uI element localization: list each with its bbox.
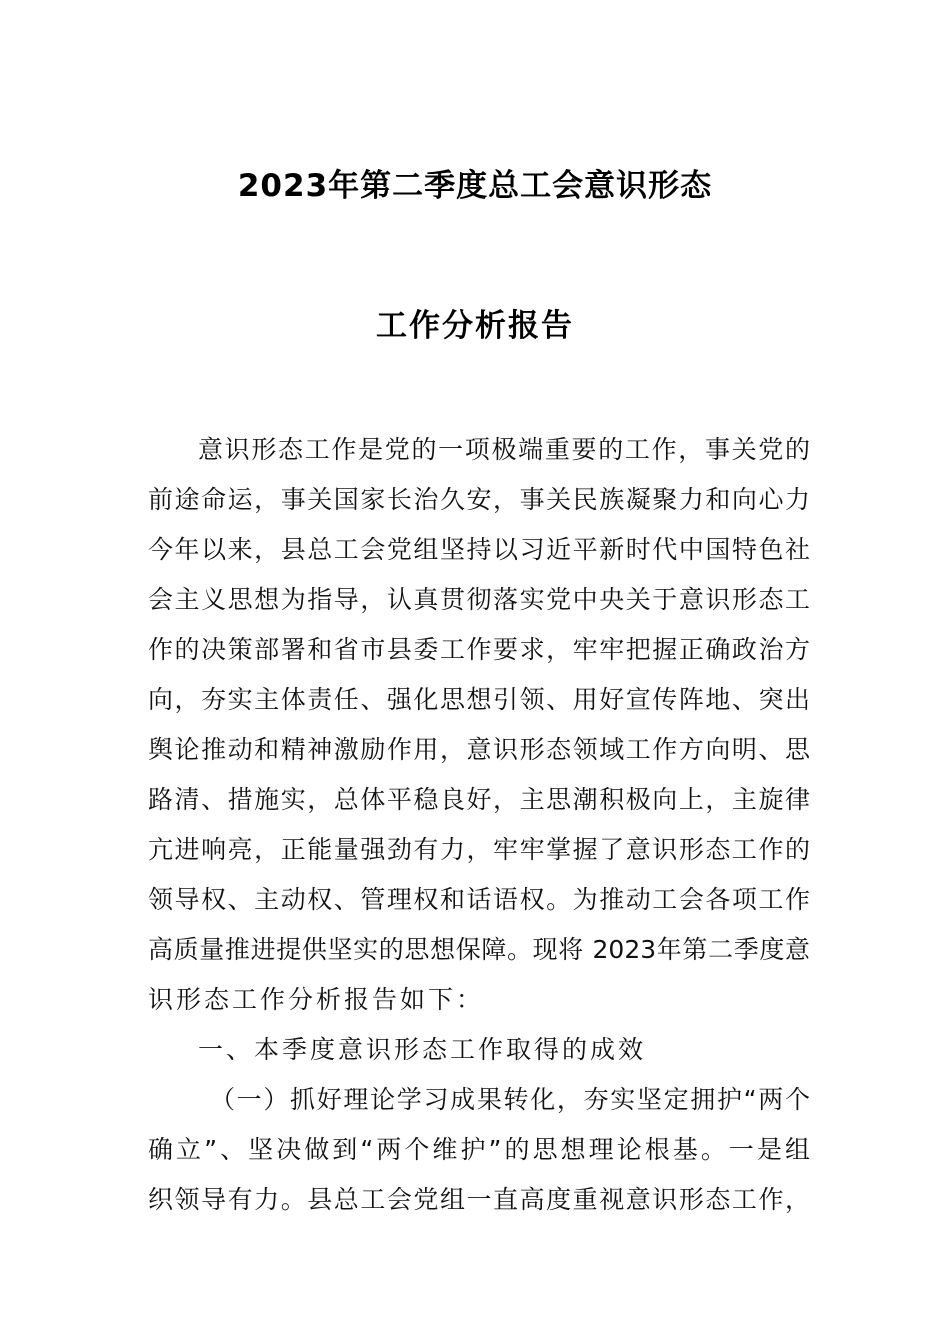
document-title-line-1: 2023年第二季度总工会意识形态 <box>237 168 713 204</box>
paragraph-line: 前途命运，事关国家长治久安，事关民族凝聚力和向心力 <box>148 485 810 514</box>
subsection-line: （一）抓好理论学习成果转化，夯实坚定拥护“两个 <box>210 1085 810 1114</box>
paragraph-line: 识形态工作分析报告如下： <box>148 985 485 1014</box>
subsection-line: 确立”、坚决做到“两个维护”的思想理论根基。一是组 <box>148 1135 810 1164</box>
paragraph-line: 作的决策部署和省市县委工作要求，牢牢把握正确政治方 <box>148 635 810 664</box>
paragraph-line: 今年以来，县总工会党组坚持以习近平新时代中国特色社 <box>148 535 810 564</box>
subsection-line: 织领导有力。县总工会党组一直高度重视意识形态工作， <box>148 1185 810 1214</box>
paragraph-line: 亢进响亮，正能量强劲有力，牢牢掌握了意识形态工作的 <box>148 835 810 864</box>
document-title-line-2: 工作分析报告 <box>376 308 574 344</box>
paragraph-line: 舆论推动和精神激励作用，意识形态领域工作方向明、思 <box>148 735 810 764</box>
paragraph-line: 领导权、主动权、管理权和话语权。为推动工会各项工作 <box>148 885 810 914</box>
section-heading: 一、本季度意识形态工作取得的成效 <box>198 1035 647 1064</box>
paragraph-line: 意识形态工作是党的一项极端重要的工作，事关党的 <box>198 435 810 464</box>
paragraph-line: 向，夯实主体责任、强化思想引领、用好宣传阵地、突出 <box>148 685 810 714</box>
paragraph-line: 路清、措施实，总体平稳良好，主思潮积极向上，主旋律 <box>148 785 810 814</box>
paragraph-line: 会主义思想为指导，认真贯彻落实党中央关于意识形态工 <box>148 585 810 614</box>
document-body <box>148 425 810 1225</box>
paragraph-line: 高质量推进提供坚实的思想保障。现将 2023年第二季度意 <box>148 935 810 964</box>
